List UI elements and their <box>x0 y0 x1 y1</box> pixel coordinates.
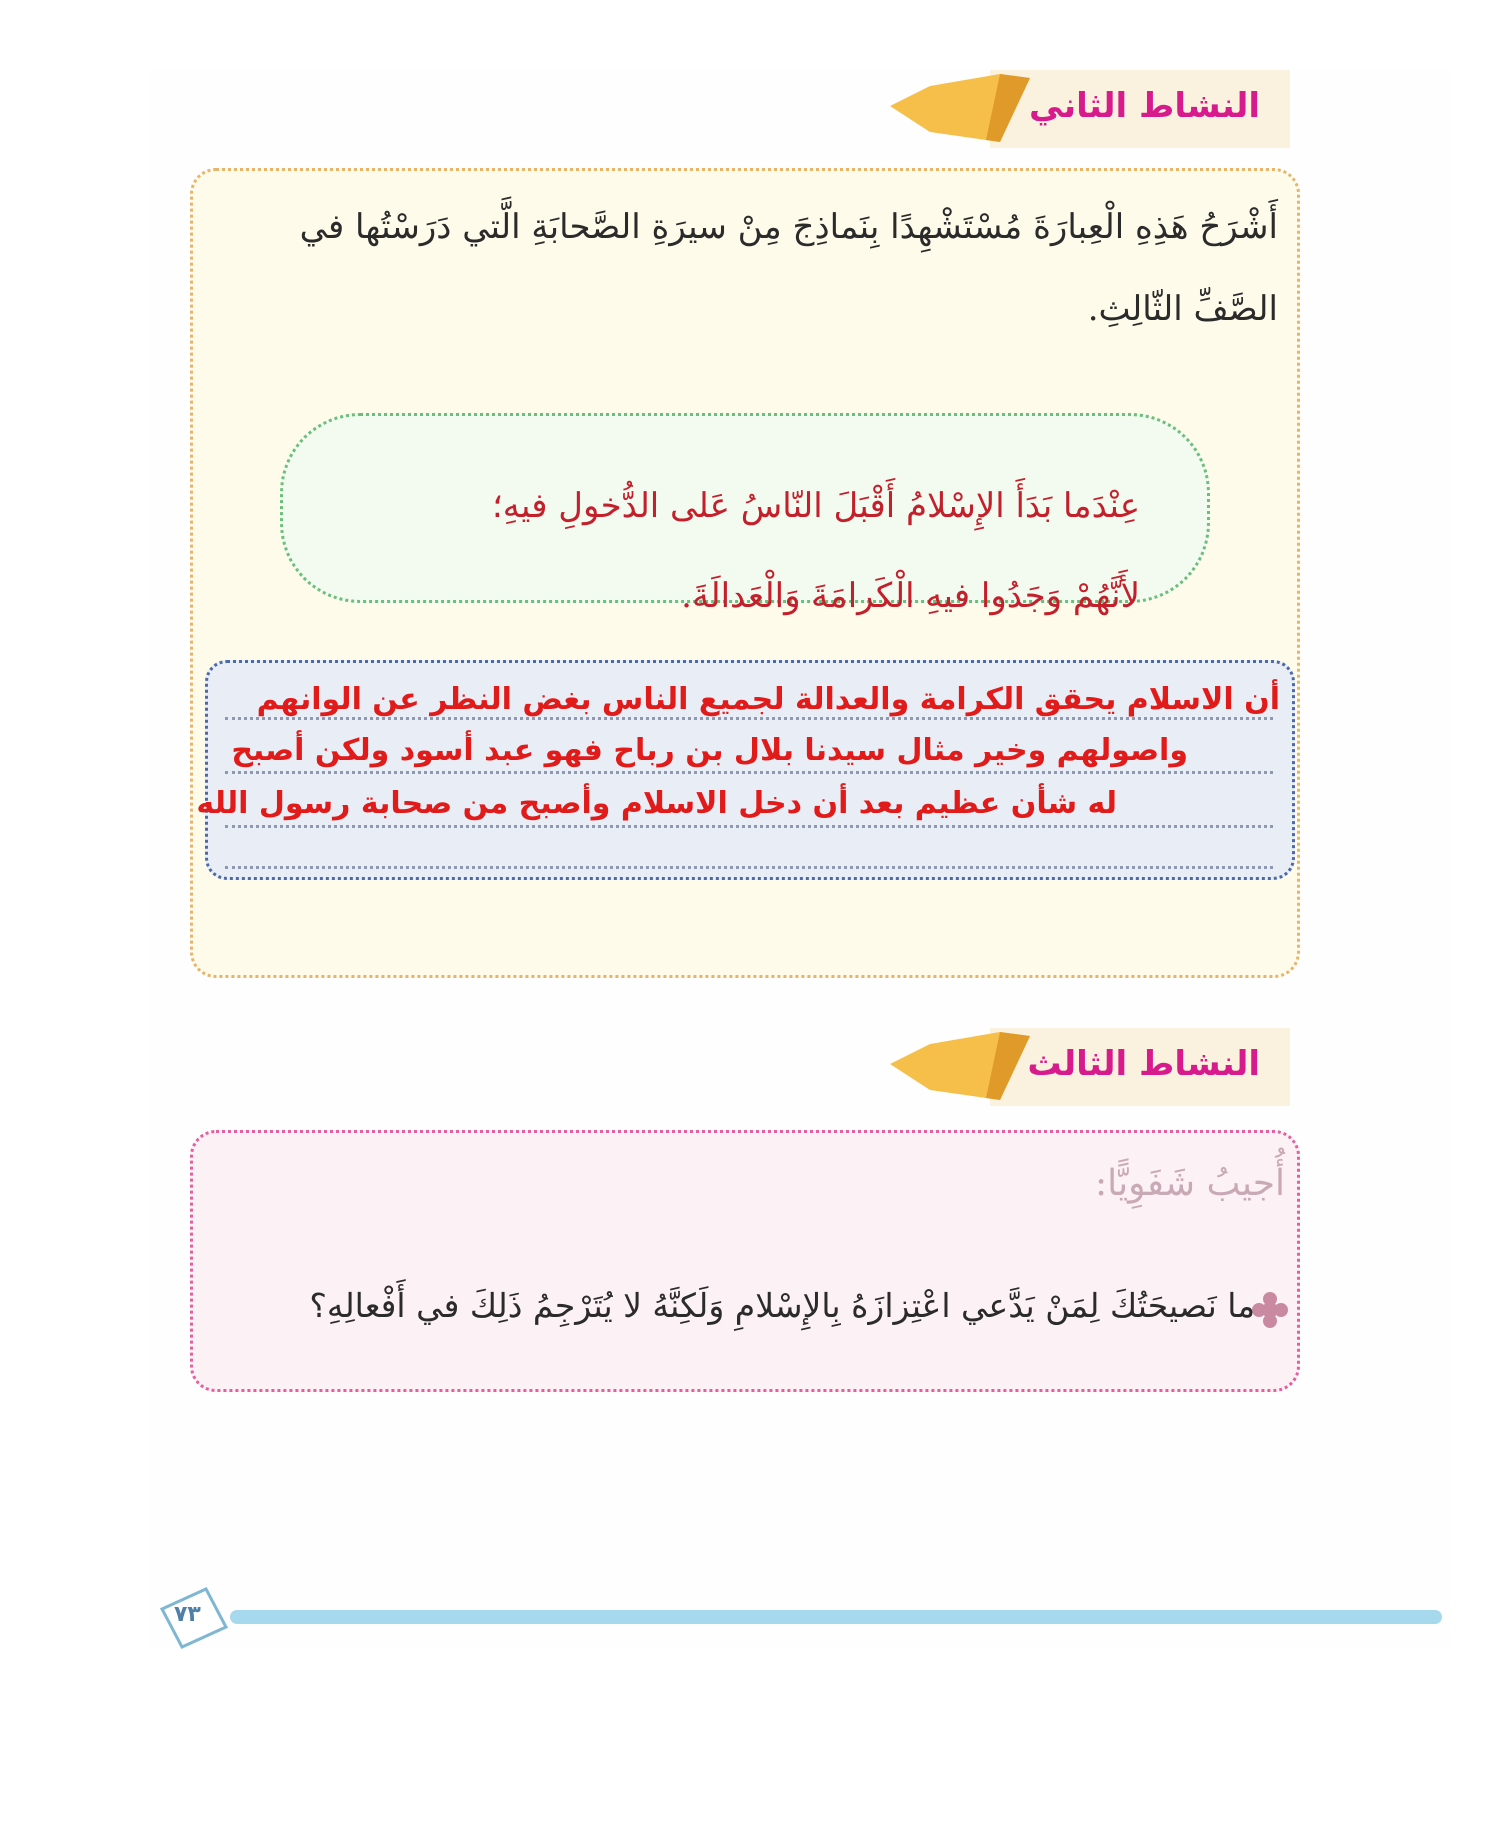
answer-text-line-1: أن الاسلام يحقق الكرامة والعدالة لجميع الناس بغض النظر عن الوانهم <box>256 682 1280 717</box>
answer-line-4 <box>225 866 1273 869</box>
activity-3-title: النشاط الثالث <box>1027 1044 1260 1084</box>
oral-question: ما نَصيحَتُكَ لِمَنْ يَدَّعي اعْتِزازَهُ بِالإِسْلامِ وَلَكِنَّهُ لا يُتَرْجِمُ ذَلِكَ في أَفْعالِهِ؟ <box>309 1286 1255 1325</box>
flower-bullet-icon <box>1250 1290 1290 1330</box>
activity-2-instruction: أَشْرَحُ هَذِهِ الْعِبارَةَ مُسْتَشْهِدًا بِنَماذِجَ مِنْ سيرَةِ الصَّحابَةِ الَّتي دَرَسْتُها في الصَّفِّ الثّالِثِ. <box>299 207 1278 329</box>
textbook-page <box>150 68 1450 1648</box>
quote-text: عِنْدَما بَدَأَ الإِسْلامُ أَقْبَلَ النّاسُ عَلى الدُّخولِ فيهِ؛ لأَنَّهُمْ وَجَدُوا فيهِ الْكَرامَةَ وَالْعَدالَةَ. <box>491 486 1140 616</box>
activity-2-title: النشاط الثاني <box>1028 86 1260 126</box>
activity-2-header <box>890 68 1290 150</box>
oral-answer-title: أُجيبُ شَفَوِيًّا: <box>1094 1163 1285 1204</box>
answer-text-line-2: واصولهم وخير مثال سيدنا بلال بن رباح فهو عبد أسود ولكن أصبح <box>231 733 1188 768</box>
page-number: ٧٣ <box>174 1602 201 1627</box>
activity-3-header <box>890 1026 1290 1108</box>
answer-text-line-3: له شأن عظيم بعد أن دخل الاسلام وأصبح من صحابة رسول الله <box>196 786 1117 821</box>
footer-line <box>230 1610 1442 1624</box>
